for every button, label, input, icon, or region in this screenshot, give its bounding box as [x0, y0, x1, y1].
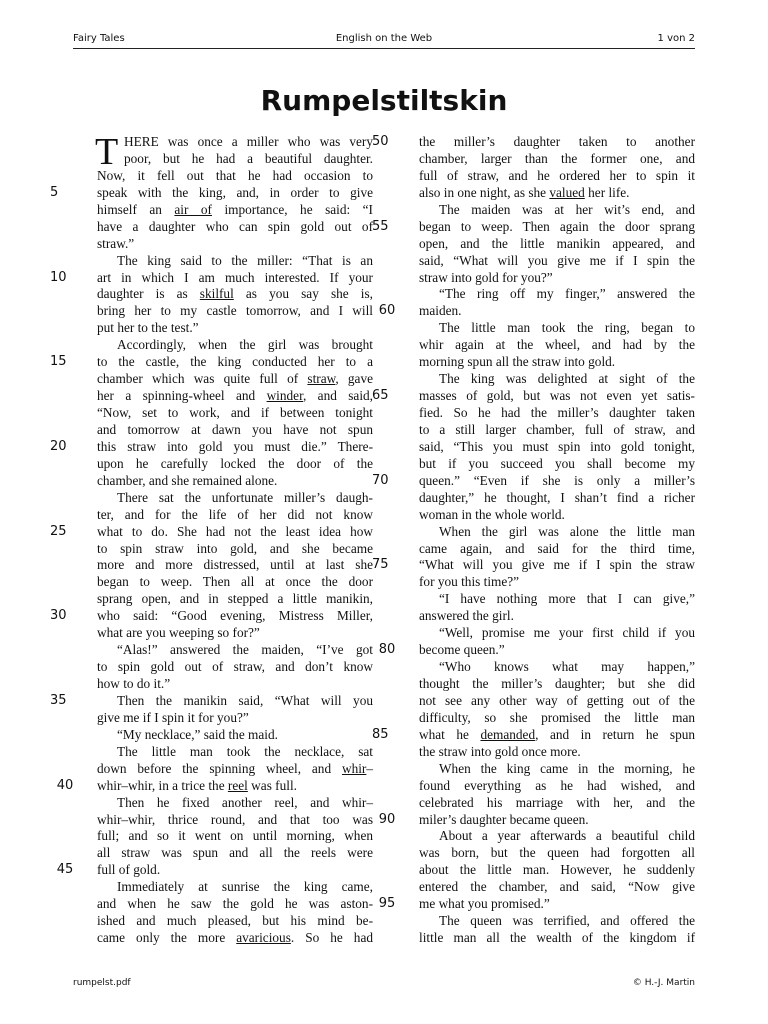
header-center: English on the Web: [335, 33, 433, 44]
text-line: [97, 642, 373, 659]
line-number: 50: [372, 134, 389, 149]
line-text: said, “This you must spin into gold tonight,: [419, 438, 695, 454]
text-line: [372, 472, 695, 490]
line-text: not see any other way of getting out of the: [419, 692, 695, 708]
line-number: 95: [378, 896, 396, 912]
text-line: [419, 337, 695, 354]
text-line: [378, 811, 695, 829]
line-text: become queen.”: [419, 642, 505, 658]
line-text: straw.”: [97, 235, 135, 251]
text-line: [50, 438, 373, 456]
text-line: [97, 845, 373, 862]
text-line: [97, 812, 373, 829]
line-text: whir–whir, in a trice the reel was full.: [97, 777, 297, 793]
line-text: queen.” “Even if she is only a miller’s: [419, 472, 695, 488]
vocab-term: avaricious: [236, 930, 291, 946]
line-text: bring her to my castle tomorrow, and I will: [97, 303, 373, 319]
text-line: [97, 490, 373, 507]
text-line: [50, 269, 373, 287]
text-line: [97, 151, 373, 168]
line-text: also in one night, as she valued her life.: [419, 184, 630, 200]
text-line: [419, 168, 695, 185]
line-text: was born, but the queen had forgotten all: [419, 845, 695, 861]
line-text: The maiden was at her wit’s end, and: [439, 201, 695, 217]
line-text: and tomorrow at dawn you have not spun: [97, 421, 373, 437]
text-line: [97, 710, 373, 727]
text-line: [50, 608, 373, 625]
line-text: speak with the king, and, in order to give: [97, 184, 373, 200]
text-line: [419, 456, 695, 473]
line-text: thought the miller’s daughter; but she did: [419, 676, 695, 691]
text-line: [419, 320, 695, 337]
line-number: 45: [56, 862, 74, 878]
drop-cap: T: [95, 131, 119, 173]
line-text: The little man took the ring, began to: [439, 320, 695, 336]
text-line: [97, 896, 373, 913]
line-text: daughter is as skilful as you say she is,: [97, 286, 373, 302]
text-line: [97, 574, 373, 591]
line-number: 80: [378, 642, 396, 658]
line-text: to the castle, the king conducted her to a: [97, 354, 373, 370]
text-line: [419, 490, 695, 507]
page-header: [73, 33, 695, 47]
line-text: to spin straw into gold, and she became: [97, 540, 373, 556]
line-number: 10: [50, 269, 67, 285]
line-text: “What will you give me if I spin the straw: [419, 557, 695, 573]
text-line: [50, 184, 373, 202]
text-line: [50, 523, 373, 541]
text-line: [419, 845, 695, 862]
line-text: maiden.: [419, 303, 462, 319]
text-line: [97, 236, 373, 253]
line-text: About a year afterwards a beautiful child: [439, 828, 695, 844]
text-line: [97, 676, 373, 693]
vocab-term: valued: [549, 184, 585, 200]
line-text: give me if I spin it for you?”: [97, 709, 249, 725]
line-text: “Who knows what may happen,”: [439, 659, 695, 675]
text-line: [419, 185, 695, 202]
text-line: [97, 659, 373, 676]
text-line: [419, 439, 695, 456]
line-text: Then the manikin said, “What will you: [117, 692, 373, 708]
line-text: ished and much pleased, but his mind be-: [97, 913, 373, 929]
line-text: himself an air of importance, he said: “I: [97, 201, 373, 217]
text-line: [97, 422, 373, 439]
text-line: [378, 642, 695, 659]
vocab-term: demanded: [480, 726, 536, 742]
line-text: chamber which was quite full of straw, gave: [97, 371, 374, 387]
text-line: [419, 693, 695, 710]
line-text: said, “What will you give me if I spin the: [419, 252, 695, 268]
text-line: [97, 219, 373, 236]
line-text: “Alas!” answered the maiden, “I’ve got: [117, 642, 373, 658]
text-line: [419, 574, 695, 591]
text-line: [97, 930, 373, 947]
line-text: masses of gold, but was not even yet satis-: [419, 388, 695, 404]
text-line: [97, 303, 373, 320]
text-line: [419, 625, 695, 642]
line-number: 15: [50, 354, 67, 370]
line-text: “Well, promise me your first child if you: [439, 625, 695, 641]
story-title: Rumpelstiltskin: [260, 84, 508, 117]
line-text: to spin gold out of straw, and don’t know: [97, 659, 373, 675]
line-text: whir again at the wheel, and had by the: [419, 337, 695, 353]
text-line: [97, 828, 373, 845]
text-line: [419, 659, 695, 676]
line-text: for you this time?”: [419, 574, 520, 590]
line-text: full; and so it went on until morning, when: [97, 828, 373, 844]
line-text: sprang open, and in stepped a little manikin,: [97, 591, 373, 607]
line-number: 55: [372, 218, 389, 234]
line-text: the miller’s daughter taken to another: [419, 134, 695, 149]
text-line: [56, 777, 373, 795]
text-line: [372, 134, 695, 151]
line-text: to a still larger chamber, full of straw, and: [419, 421, 695, 437]
line-text: full of straw, and he ordered her to spin it: [419, 167, 695, 183]
line-text: put her to the test.”: [97, 320, 199, 336]
line-text: HERE was once a miller who was very: [124, 134, 373, 149]
text-line: [97, 371, 373, 388]
line-text: found everything as he had wished, and: [419, 777, 695, 793]
line-text: “I have nothing more that I can give,”: [439, 591, 695, 607]
line-text: me what you promised.”: [419, 896, 550, 912]
line-text: more and more distressed, until at last she: [97, 557, 373, 573]
line-number: 85: [372, 726, 389, 742]
text-line: [97, 473, 373, 490]
text-line: [419, 202, 695, 219]
line-text: little man all the wealth of the kingdom if: [419, 930, 695, 946]
line-text: daughter,” he thought, I shan’t find a richer: [419, 489, 695, 505]
line-number: 25: [50, 523, 67, 539]
line-text: Then he fixed another reel, and whir–: [117, 794, 373, 810]
line-number: 90: [378, 811, 396, 827]
text-line: [97, 557, 373, 574]
text-line: [97, 879, 373, 896]
text-line: [97, 744, 373, 761]
line-number: 75: [372, 557, 389, 573]
line-text: her a spinning-wheel and winder, and said,: [97, 388, 374, 404]
text-line: [378, 303, 695, 320]
line-text: When the girl was alone the little man: [439, 523, 695, 539]
header-left: Fairy Tales: [73, 33, 125, 44]
vocab-term: reel: [227, 777, 248, 793]
line-text: celebrated his marriage with her, and the: [419, 794, 695, 810]
vocab-term: skilful: [199, 286, 234, 302]
line-text: The king said to the miller: “That is an: [117, 252, 373, 268]
line-text: began to weep. Then again the door sprang: [419, 218, 695, 234]
line-text: about the little man. However, he suddenly: [419, 862, 695, 878]
line-text: Immediately at sunrise the king came,: [117, 879, 373, 895]
line-number: 20: [50, 438, 67, 454]
text-line: [419, 676, 695, 693]
line-number: 35: [50, 692, 67, 708]
text-line: [97, 761, 373, 778]
header-rule: [73, 48, 695, 49]
text-line: [419, 591, 695, 608]
text-line: [419, 286, 695, 303]
text-line: [97, 337, 373, 354]
vocab-term: straw: [307, 371, 336, 387]
line-text: what he demanded, and in return he spun: [419, 726, 696, 742]
line-text: have a daughter who can spin gold out of: [97, 218, 373, 234]
line-text: The king was delighted at sight of the: [439, 371, 695, 387]
line-text: miler’s daughter became queen.: [419, 811, 589, 827]
line-text: “The ring off my finger,” answered the: [439, 286, 695, 302]
text-line: [419, 778, 695, 795]
line-text: chamber, and she remained alone.: [97, 472, 278, 488]
text-line: [419, 253, 695, 270]
line-text: all straw was spun and all the reels were: [97, 845, 373, 861]
line-text: There sat the unfortunate miller’s daugh-: [117, 489, 373, 505]
text-line: [419, 761, 695, 778]
line-text: poor, but he had a beautiful daughter.: [124, 150, 373, 166]
line-number: 65: [372, 388, 389, 404]
line-text: this straw into gold you must die.” There-: [97, 438, 373, 454]
line-number: 30: [50, 608, 67, 624]
text-line: [97, 320, 373, 337]
line-text: what to do. She had not the least idea how: [97, 523, 373, 539]
line-text: upon he carefully locked the door of the: [97, 455, 373, 471]
text-line: [97, 388, 373, 405]
text-line: [419, 930, 695, 947]
text-line: [419, 541, 695, 558]
line-text: what are you weeping so for?”: [97, 625, 260, 641]
footer-filename: rumpelst.pdf: [73, 978, 131, 988]
text-line: [97, 405, 373, 422]
text-line: [56, 862, 373, 879]
line-text: Accordingly, when the girl was brought: [117, 337, 373, 353]
text-line: [419, 354, 695, 371]
text-line: [419, 236, 695, 253]
line-text: “My necklace,” said the maid.: [117, 726, 278, 742]
line-text: began to weep. Then all at once the door: [97, 574, 373, 590]
line-text: but if you succeed you shall become my: [419, 455, 695, 471]
line-number: 40: [56, 777, 74, 793]
vocab-term: whir: [341, 760, 367, 776]
line-text: difficulty, so she promised the little man: [419, 709, 695, 725]
text-line: [419, 913, 695, 930]
line-text: ter, and for the life of her did not know: [97, 506, 373, 522]
text-line: [50, 692, 373, 710]
text-line: [97, 913, 373, 930]
text-line: [97, 625, 373, 642]
line-text: fied. So he had the miller’s daughter taken: [419, 405, 695, 420]
text-line: [97, 168, 373, 185]
text-line: [419, 879, 695, 896]
text-line: [97, 591, 373, 608]
text-line: [50, 354, 373, 371]
line-number: 5: [50, 184, 59, 200]
header-page-number: 1 von 2: [657, 33, 695, 44]
text-line: [419, 710, 695, 727]
line-text: and when he saw the gold he was aston-: [97, 896, 373, 912]
line-text: chamber, larger than the former one, and: [419, 150, 695, 166]
line-text: whir–whir, thrice round, and that too was: [97, 811, 373, 827]
line-text: entered the chamber, and said, “Now give: [419, 879, 695, 895]
line-text: who said: “Good evening, Mistress Miller,: [97, 608, 373, 624]
line-text: straw into gold for you?”: [419, 269, 553, 285]
text-line: [378, 896, 695, 913]
line-text: When the king came in the morning, he: [439, 760, 695, 776]
line-text: full of gold.: [97, 862, 161, 878]
line-number: 60: [378, 303, 396, 319]
page-footer: [73, 978, 695, 990]
line-text: art in which I am much interested. If your: [97, 269, 373, 285]
text-line: [419, 507, 695, 524]
text-line: [419, 828, 695, 845]
text-line: [419, 608, 695, 625]
text-line: [372, 388, 695, 405]
text-line: [97, 202, 373, 219]
text-line: [372, 726, 696, 744]
text-line: [419, 862, 695, 879]
text-line: [97, 456, 373, 473]
text-line: [97, 795, 373, 812]
line-text: open, and the little manikin appeared, and: [419, 235, 695, 251]
footer-copyright: © H.-J. Martin: [632, 978, 695, 988]
line-text: the straw into gold once more.: [419, 743, 581, 759]
text-column-left: [50, 131, 374, 947]
text-line: [419, 371, 695, 388]
line-text: answered the girl.: [419, 608, 514, 624]
line-text: The queen was terrified, and offered the: [439, 913, 695, 929]
text-line: [419, 405, 695, 422]
line-text: Now, it fell out that he had occasion to: [97, 167, 373, 183]
line-text: The little man took the necklace, sat: [117, 743, 373, 759]
text-line: [419, 524, 695, 541]
line-number: 70: [372, 472, 389, 488]
text-column-right: [372, 134, 696, 947]
text-line: [419, 744, 695, 761]
line-text: came again, and said for the third time,: [419, 540, 695, 556]
text-line: [419, 795, 695, 812]
text-line: [97, 253, 373, 270]
text-line: [372, 557, 695, 574]
text-line: [419, 151, 695, 168]
vocab-term: winder: [266, 388, 303, 404]
line-text: morning spun all the straw into gold.: [419, 354, 616, 370]
text-line: [419, 270, 695, 287]
text-line: [97, 507, 373, 524]
text-line: [97, 286, 373, 303]
line-text: woman in the whole world.: [419, 506, 565, 522]
line-text: how to do it.”: [97, 676, 171, 691]
text-line: [97, 541, 373, 558]
line-text: “Now, set to work, and if between tonight: [97, 405, 373, 420]
vocab-term: air of: [174, 201, 212, 217]
line-text: came only the more avaricious. So he had: [97, 930, 373, 946]
line-text: down before the spinning wheel, and whir–: [97, 760, 373, 776]
text-line: [97, 727, 373, 744]
text-line: [419, 422, 695, 439]
text-line: [372, 218, 695, 236]
